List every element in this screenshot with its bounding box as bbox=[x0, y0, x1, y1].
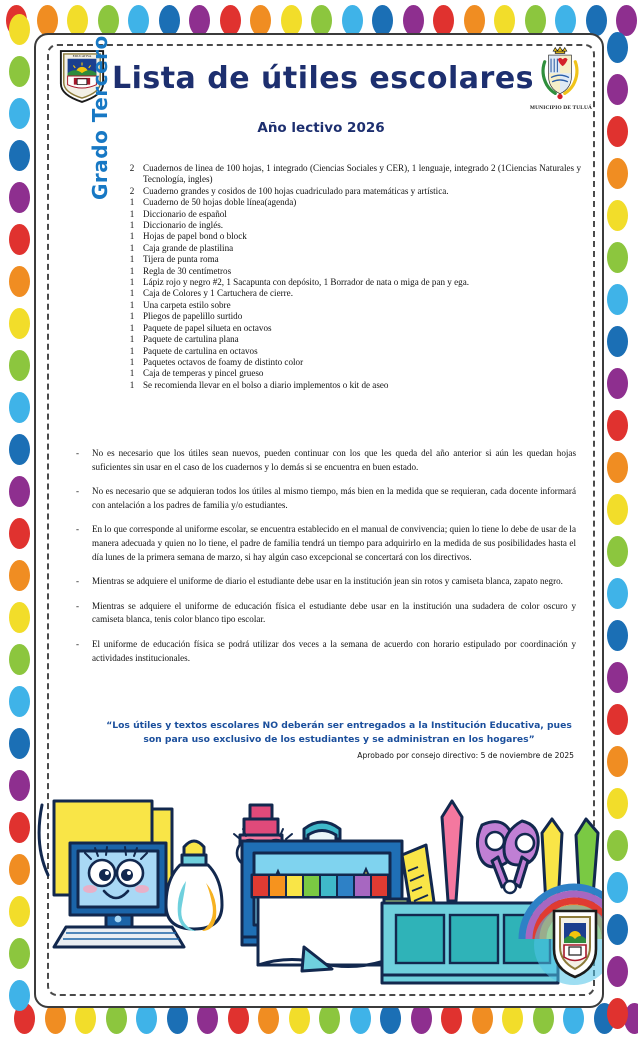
border-dot bbox=[464, 5, 485, 36]
supply-quantity: 1 bbox=[129, 368, 135, 379]
border-dot bbox=[607, 368, 628, 399]
border-dot bbox=[9, 56, 30, 87]
border-dot bbox=[9, 980, 30, 1011]
supply-item bbox=[121, 380, 581, 391]
glue-bottle-icon bbox=[166, 841, 222, 931]
supply-quantity: 1 bbox=[129, 197, 135, 208]
border-dot bbox=[607, 200, 628, 231]
note-text: No es necesario que se adquieran todos los útiles al mismo tiempo, más bien en la medida que se requieran, cada docente informará con antelación a los padres de familia y/o estudiantes. bbox=[92, 486, 576, 510]
supply-quantity: 1 bbox=[129, 265, 135, 276]
supply-quantity: 1 bbox=[129, 379, 135, 390]
border-dot bbox=[281, 5, 302, 36]
border-dot bbox=[9, 350, 30, 381]
supply-quantity: 1 bbox=[129, 231, 135, 242]
supply-item bbox=[121, 254, 581, 265]
border-dot bbox=[67, 5, 88, 36]
supply-item bbox=[121, 277, 581, 288]
border-dot bbox=[9, 812, 30, 843]
border-dot bbox=[372, 5, 393, 36]
grade-label: Grado Tercero bbox=[88, 35, 112, 200]
note-item bbox=[76, 638, 576, 665]
svg-text:EDUCATIVA: EDUCATIVA bbox=[72, 53, 92, 58]
supply-quantity: 1 bbox=[129, 356, 135, 367]
border-dot bbox=[607, 914, 628, 945]
border-dot bbox=[494, 5, 515, 36]
computer-monitor-icon bbox=[39, 801, 184, 947]
supply-quantity: 1 bbox=[129, 277, 135, 288]
notes-list bbox=[76, 447, 576, 676]
border-dot bbox=[433, 5, 454, 36]
note-item bbox=[76, 485, 576, 512]
border-dot bbox=[342, 5, 363, 36]
supply-quantity: 1 bbox=[129, 242, 135, 253]
supply-item bbox=[121, 288, 581, 299]
border-dot bbox=[9, 182, 30, 213]
border-dot bbox=[607, 284, 628, 315]
document-card bbox=[34, 33, 604, 1008]
border-dot bbox=[607, 998, 628, 1029]
supply-item bbox=[121, 346, 581, 357]
border-dot bbox=[607, 452, 628, 483]
note-text: En lo que corresponde al uniforme escolar, se encuentra establecido en el manual de convivencia; quien lo tiene lo debe de usar de la manera adecuada y quien no lo tiene, el padre de familia tendrá un tiempo para adquirirlo en la medida de sus posibilidades hasta el día lunes de la primera semana de marzo, si hay algún caso excepcional se concertará con los directivos. bbox=[92, 524, 576, 562]
document-header bbox=[36, 35, 604, 155]
supply-description: Tijera de punta roma bbox=[143, 254, 219, 265]
border-dot bbox=[9, 98, 30, 129]
border-dot bbox=[9, 476, 30, 507]
supply-item bbox=[121, 209, 581, 220]
border-dot bbox=[98, 5, 119, 36]
border-dot bbox=[9, 728, 30, 759]
supply-item bbox=[121, 197, 581, 208]
supply-item bbox=[121, 357, 581, 368]
supply-item bbox=[121, 323, 581, 334]
border-dot bbox=[37, 5, 58, 36]
supply-description: Paquetes octavos de foamy de distinto color bbox=[143, 356, 304, 367]
supply-item bbox=[121, 231, 581, 242]
note-bullet: - bbox=[76, 576, 80, 587]
supply-item bbox=[121, 311, 581, 322]
school-year-subtitle: Año lectivo 2026 bbox=[257, 120, 385, 136]
supply-quantity: 1 bbox=[129, 322, 135, 333]
supply-description: Cuaderno grandes y cosidos de 100 hojas cuadriculado para matemáticas y artística. bbox=[143, 185, 449, 196]
supply-item bbox=[121, 368, 581, 379]
border-dot bbox=[607, 242, 628, 273]
dot-border-right bbox=[599, 14, 637, 1036]
border-dot bbox=[607, 32, 628, 63]
border-dot bbox=[220, 5, 241, 36]
border-dot bbox=[607, 746, 628, 777]
supply-item bbox=[121, 334, 581, 345]
supply-description: Hojas de papel bond o block bbox=[143, 231, 247, 242]
border-dot bbox=[9, 224, 30, 255]
border-dot bbox=[311, 5, 332, 36]
municipio-label: MUNICIPIO DE TULUÁ bbox=[529, 105, 593, 111]
supply-quantity: 1 bbox=[129, 208, 135, 219]
border-dot bbox=[250, 5, 271, 36]
border-dot bbox=[9, 392, 30, 423]
note-text: Mientras se adquiere el uniforme de diario el estudiante debe usar en la institución jean sin rotos y camiseta blanca, zapato negro. bbox=[92, 576, 563, 587]
supply-item bbox=[121, 243, 581, 254]
supply-list bbox=[121, 163, 581, 391]
supply-description: Regla de 30 centímetros bbox=[143, 265, 232, 276]
supply-quantity: 1 bbox=[129, 299, 135, 310]
supply-quantity: 1 bbox=[129, 254, 135, 265]
border-dot bbox=[9, 140, 30, 171]
approval-note: Aprobado por consejo directivo: 5 de noviembre de 2025 bbox=[357, 751, 574, 760]
supply-quantity: 1 bbox=[129, 220, 135, 231]
border-dot bbox=[607, 956, 628, 987]
supply-quantity: 2 bbox=[129, 185, 135, 196]
supply-description: Cuaderno de 50 hojas doble línea(agenda) bbox=[143, 197, 297, 208]
note-text: El uniforme de educación física se podrá utilizar dos veces a la semana de acuerdo con horario estipulado por coordinación y actividades institucionales. bbox=[92, 638, 576, 663]
supply-item bbox=[121, 220, 581, 231]
note-item bbox=[76, 575, 576, 589]
note-item bbox=[76, 600, 576, 627]
border-dot bbox=[607, 326, 628, 357]
supply-quantity: 1 bbox=[129, 288, 135, 299]
scissors-icon bbox=[477, 821, 538, 893]
supply-description: Cuadernos de linea de 100 hojas, 1 integrado (Ciencias Sociales y CER), 1 lenguaje, integrado 2 (1Ciencias Naturales y Tecnología, ingles) bbox=[143, 163, 581, 185]
school-supplies-illustration bbox=[36, 787, 604, 997]
supply-description: Caja de temperas y pincel grueso bbox=[143, 368, 264, 379]
border-dot bbox=[9, 434, 30, 465]
note-item bbox=[76, 523, 576, 564]
note-bullet: - bbox=[76, 486, 80, 497]
supply-description: Paquete de papel silueta en octavos bbox=[143, 322, 272, 333]
supply-description: Se recomienda llevar en el bolso a diario implementos o kit de aseo bbox=[143, 379, 389, 390]
border-dot bbox=[525, 5, 546, 36]
supply-description: Lápiz rojo y negro #2, 1 Sacapunta con depósito, 1 Borrador de nata o miga de pan y ega. bbox=[143, 277, 470, 288]
supply-item bbox=[121, 163, 581, 186]
border-dot bbox=[9, 14, 30, 45]
border-dot bbox=[607, 494, 628, 525]
border-dot bbox=[9, 938, 30, 969]
note-text: Mientras se adquiere el uniforme de educación física el estudiante debe usar en la institución una sudadera de color oscuro y camiseta blanca, tenis color blanco tipo escolar. bbox=[92, 600, 576, 625]
supply-quantity: 1 bbox=[129, 345, 135, 356]
border-dot bbox=[9, 644, 30, 675]
border-dot bbox=[189, 5, 210, 36]
border-dot bbox=[555, 5, 576, 36]
border-dot bbox=[607, 536, 628, 567]
border-dot bbox=[403, 5, 424, 36]
supply-description: Diccionario de inglés. bbox=[143, 220, 224, 231]
border-dot bbox=[607, 74, 628, 105]
supply-description: Caja grande de plastilina bbox=[143, 242, 234, 253]
border-dot bbox=[607, 872, 628, 903]
supply-description: Diccionario de español bbox=[143, 208, 227, 219]
border-dot bbox=[9, 518, 30, 549]
supply-description: Una carpeta estilo sobre bbox=[143, 299, 231, 310]
border-dot bbox=[607, 158, 628, 189]
note-bullet: - bbox=[76, 600, 80, 611]
border-dot bbox=[9, 266, 30, 297]
border-dot bbox=[607, 830, 628, 861]
border-dot bbox=[9, 770, 30, 801]
supply-quantity: 2 bbox=[129, 163, 135, 173]
note-bullet: - bbox=[76, 638, 80, 649]
border-dot bbox=[607, 704, 628, 735]
note-text: No es necesario que los útiles sean nuevos, pueden continuar con los que les queda del año anterior si aún les quedan hojas suficientes sin usar en el caso de los cuadernos y lo demás si se encuentra en buen estado. bbox=[92, 448, 576, 472]
border-dot bbox=[607, 620, 628, 651]
supply-description: Pliegos de papelillo surtido bbox=[143, 311, 243, 322]
highlight-quote: “Los útiles y textos escolares NO deberán ser entregados a la Institución Educativa, pues son para uso exclusivo de los estudiantes y se administran en los hogares” bbox=[106, 720, 572, 745]
border-dot bbox=[607, 578, 628, 609]
border-dot bbox=[607, 662, 628, 693]
supply-quantity: 1 bbox=[129, 311, 135, 322]
supply-description: Paquete de cartulina en octavos bbox=[143, 345, 258, 356]
border-dot bbox=[9, 602, 30, 633]
border-dot bbox=[159, 5, 180, 36]
supply-quantity: 1 bbox=[129, 334, 135, 345]
border-dot bbox=[9, 896, 30, 927]
supply-item bbox=[121, 300, 581, 311]
border-dot bbox=[9, 854, 30, 885]
border-dot bbox=[607, 116, 628, 147]
note-item bbox=[76, 447, 576, 474]
note-bullet: - bbox=[76, 524, 80, 535]
supply-description: Caja de Colores y 1 Cartuchera de cierre. bbox=[143, 288, 293, 299]
paper-stack-icon bbox=[252, 875, 388, 971]
page-title: Lista de útiles escolares bbox=[111, 61, 535, 96]
supply-description: Paquete de cartulina plana bbox=[143, 334, 239, 345]
border-dot bbox=[9, 686, 30, 717]
border-dot bbox=[128, 5, 149, 36]
note-bullet: - bbox=[76, 448, 80, 458]
border-dot bbox=[607, 410, 628, 441]
supply-item bbox=[121, 266, 581, 277]
border-dot bbox=[9, 560, 30, 591]
supply-item bbox=[121, 186, 581, 197]
border-dot bbox=[607, 788, 628, 819]
border-dot bbox=[9, 308, 30, 339]
